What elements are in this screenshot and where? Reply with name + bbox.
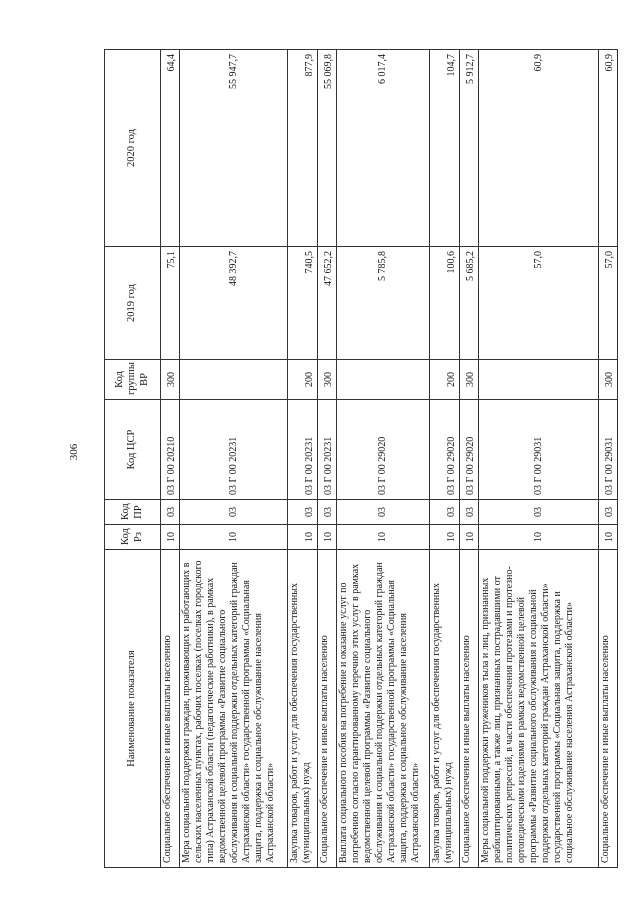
row-2019: 100,6 <box>430 247 460 360</box>
row-name: Социальное обеспечение и иные выплаты населению <box>161 550 180 868</box>
row-name: Мера социальной поддержки граждан, проживающих и работающих в сельских населенных пунктах, рабочих поселках (поселках городского типа) Астраханской области (педагогические работники), в рамках ведомственной целевой программы «Развитие социального обслуживания и социальной поддержки отдельных категорий граждан Астраханской области» государственной программы «Социальная защита, поддержка и социальное обслуживание населения Астраханской области» <box>180 550 288 868</box>
row-vr: 300 <box>318 360 337 400</box>
row-pr: 03 <box>430 500 460 525</box>
header-name: Наименование показателя <box>105 550 161 868</box>
row-pr: 03 <box>288 500 318 525</box>
row-vr: 200 <box>288 360 318 400</box>
row-csr: 03 Г 00 29031 <box>479 400 599 500</box>
row-2020: 5 912,7 <box>460 50 479 247</box>
row-csr: 03 Г 00 20231 <box>288 400 318 500</box>
table-row <box>430 50 460 868</box>
row-name: Социальное обеспечение и иные выплаты населению <box>460 550 479 868</box>
table-row <box>337 50 430 868</box>
row-pr: 03 <box>479 500 599 525</box>
header-csr: Код ЦСР <box>105 400 161 500</box>
header-pr: Код ПР <box>105 500 161 525</box>
row-name: Закупка товаров, работ и услуг для обеспечения государственных (муниципальных) нужд <box>430 550 460 868</box>
row-2020: 60,9 <box>479 50 599 247</box>
row-vr <box>337 360 430 400</box>
row-csr: 03 Г 00 29020 <box>460 400 479 500</box>
row-rz: 10 <box>288 525 318 550</box>
row-vr <box>479 360 599 400</box>
row-vr: 300 <box>161 360 180 400</box>
row-name: Социальное обеспечение и иные выплаты населению <box>599 550 618 868</box>
row-2020: 60,9 <box>599 50 618 247</box>
row-csr: 03 Г 00 20210 <box>161 400 180 500</box>
row-name: Социальное обеспечение и иные выплаты населению <box>318 550 337 868</box>
row-rz: 10 <box>180 525 288 550</box>
table-row <box>180 50 288 868</box>
row-2020: 6 017,4 <box>337 50 430 247</box>
header-2019: 2019 год <box>105 247 161 360</box>
row-name: Закупка товаров, работ и услуг для обеспечения государственных (муниципальных) нужд <box>288 550 318 868</box>
table-row <box>288 50 318 868</box>
table-row <box>318 50 337 868</box>
row-csr: 03 Г 00 29031 <box>599 400 618 500</box>
row-rz: 10 <box>161 525 180 550</box>
row-pr: 03 <box>460 500 479 525</box>
row-name: Меры социальной поддержки тружеников тыла и лиц, признанных реабилитированными, а также лиц, признанных пострадавшими от политических репрессий, в части обеспечения протезами и протезно-ортопедическими изделиями в рамках ведомственной целевой программы «Развитие социального обслуживания и социальной поддержки отдельных категорий граждан Астраханской области» государственной программы «Социальная защита, поддержка и социальное обслуживание населения Астраханской области» <box>479 550 599 868</box>
row-csr: 03 Г 00 29020 <box>337 400 430 500</box>
table-row <box>599 50 618 868</box>
row-pr: 03 <box>318 500 337 525</box>
rotated-content <box>104 50 615 868</box>
budget-table <box>104 49 618 868</box>
row-2019: 740,5 <box>288 247 318 360</box>
row-csr: 03 Г 00 20231 <box>318 400 337 500</box>
page-number: 306 <box>68 443 80 461</box>
row-2019: 57,0 <box>479 247 599 360</box>
row-pr: 03 <box>337 500 430 525</box>
row-vr: 200 <box>430 360 460 400</box>
row-2020: 55 069,8 <box>318 50 337 247</box>
row-rz: 10 <box>479 525 599 550</box>
row-vr: 300 <box>460 360 479 400</box>
row-rz: 10 <box>430 525 460 550</box>
row-rz: 10 <box>337 525 430 550</box>
row-2019: 5 785,8 <box>337 247 430 360</box>
rotated-table-container <box>104 50 615 868</box>
header-2020: 2020 год <box>105 50 161 247</box>
row-csr: 03 Г 00 29020 <box>430 400 460 500</box>
row-2020: 55 947,7 <box>180 50 288 247</box>
row-pr: 03 <box>161 500 180 525</box>
row-2020: 104,7 <box>430 50 460 247</box>
table-row <box>479 50 599 868</box>
row-pr: 03 <box>599 500 618 525</box>
row-2019: 48 392,7 <box>180 247 288 360</box>
row-2020: 877,9 <box>288 50 318 247</box>
header-vr: Код группы ВР <box>105 360 161 400</box>
row-rz: 10 <box>460 525 479 550</box>
row-2019: 5 685,2 <box>460 247 479 360</box>
row-2020: 64,4 <box>161 50 180 247</box>
row-rz: 10 <box>318 525 337 550</box>
row-vr <box>180 360 288 400</box>
row-name: Выплата социального пособия на погребение и оказание услуг по погребению согласно гарантированному перечню этих услуг в рамках ведомственной целевой программы «Развитие социального обслуживания и социальной поддержки отдельных категорий граждан Астраханской области» государственной программы «Социальная защита, поддержка и социальное обслуживание населения Астраханской области» <box>337 550 430 868</box>
table-header-row <box>105 50 161 868</box>
row-csr: 03 Г 00 20231 <box>180 400 288 500</box>
row-rz: 10 <box>599 525 618 550</box>
header-rz: Код Рз <box>105 525 161 550</box>
row-2019: 75,1 <box>161 247 180 360</box>
row-pr: 03 <box>180 500 288 525</box>
row-2019: 47 652,2 <box>318 247 337 360</box>
table-row <box>161 50 180 868</box>
table-row <box>460 50 479 868</box>
row-vr: 300 <box>599 360 618 400</box>
row-2019: 57,0 <box>599 247 618 360</box>
